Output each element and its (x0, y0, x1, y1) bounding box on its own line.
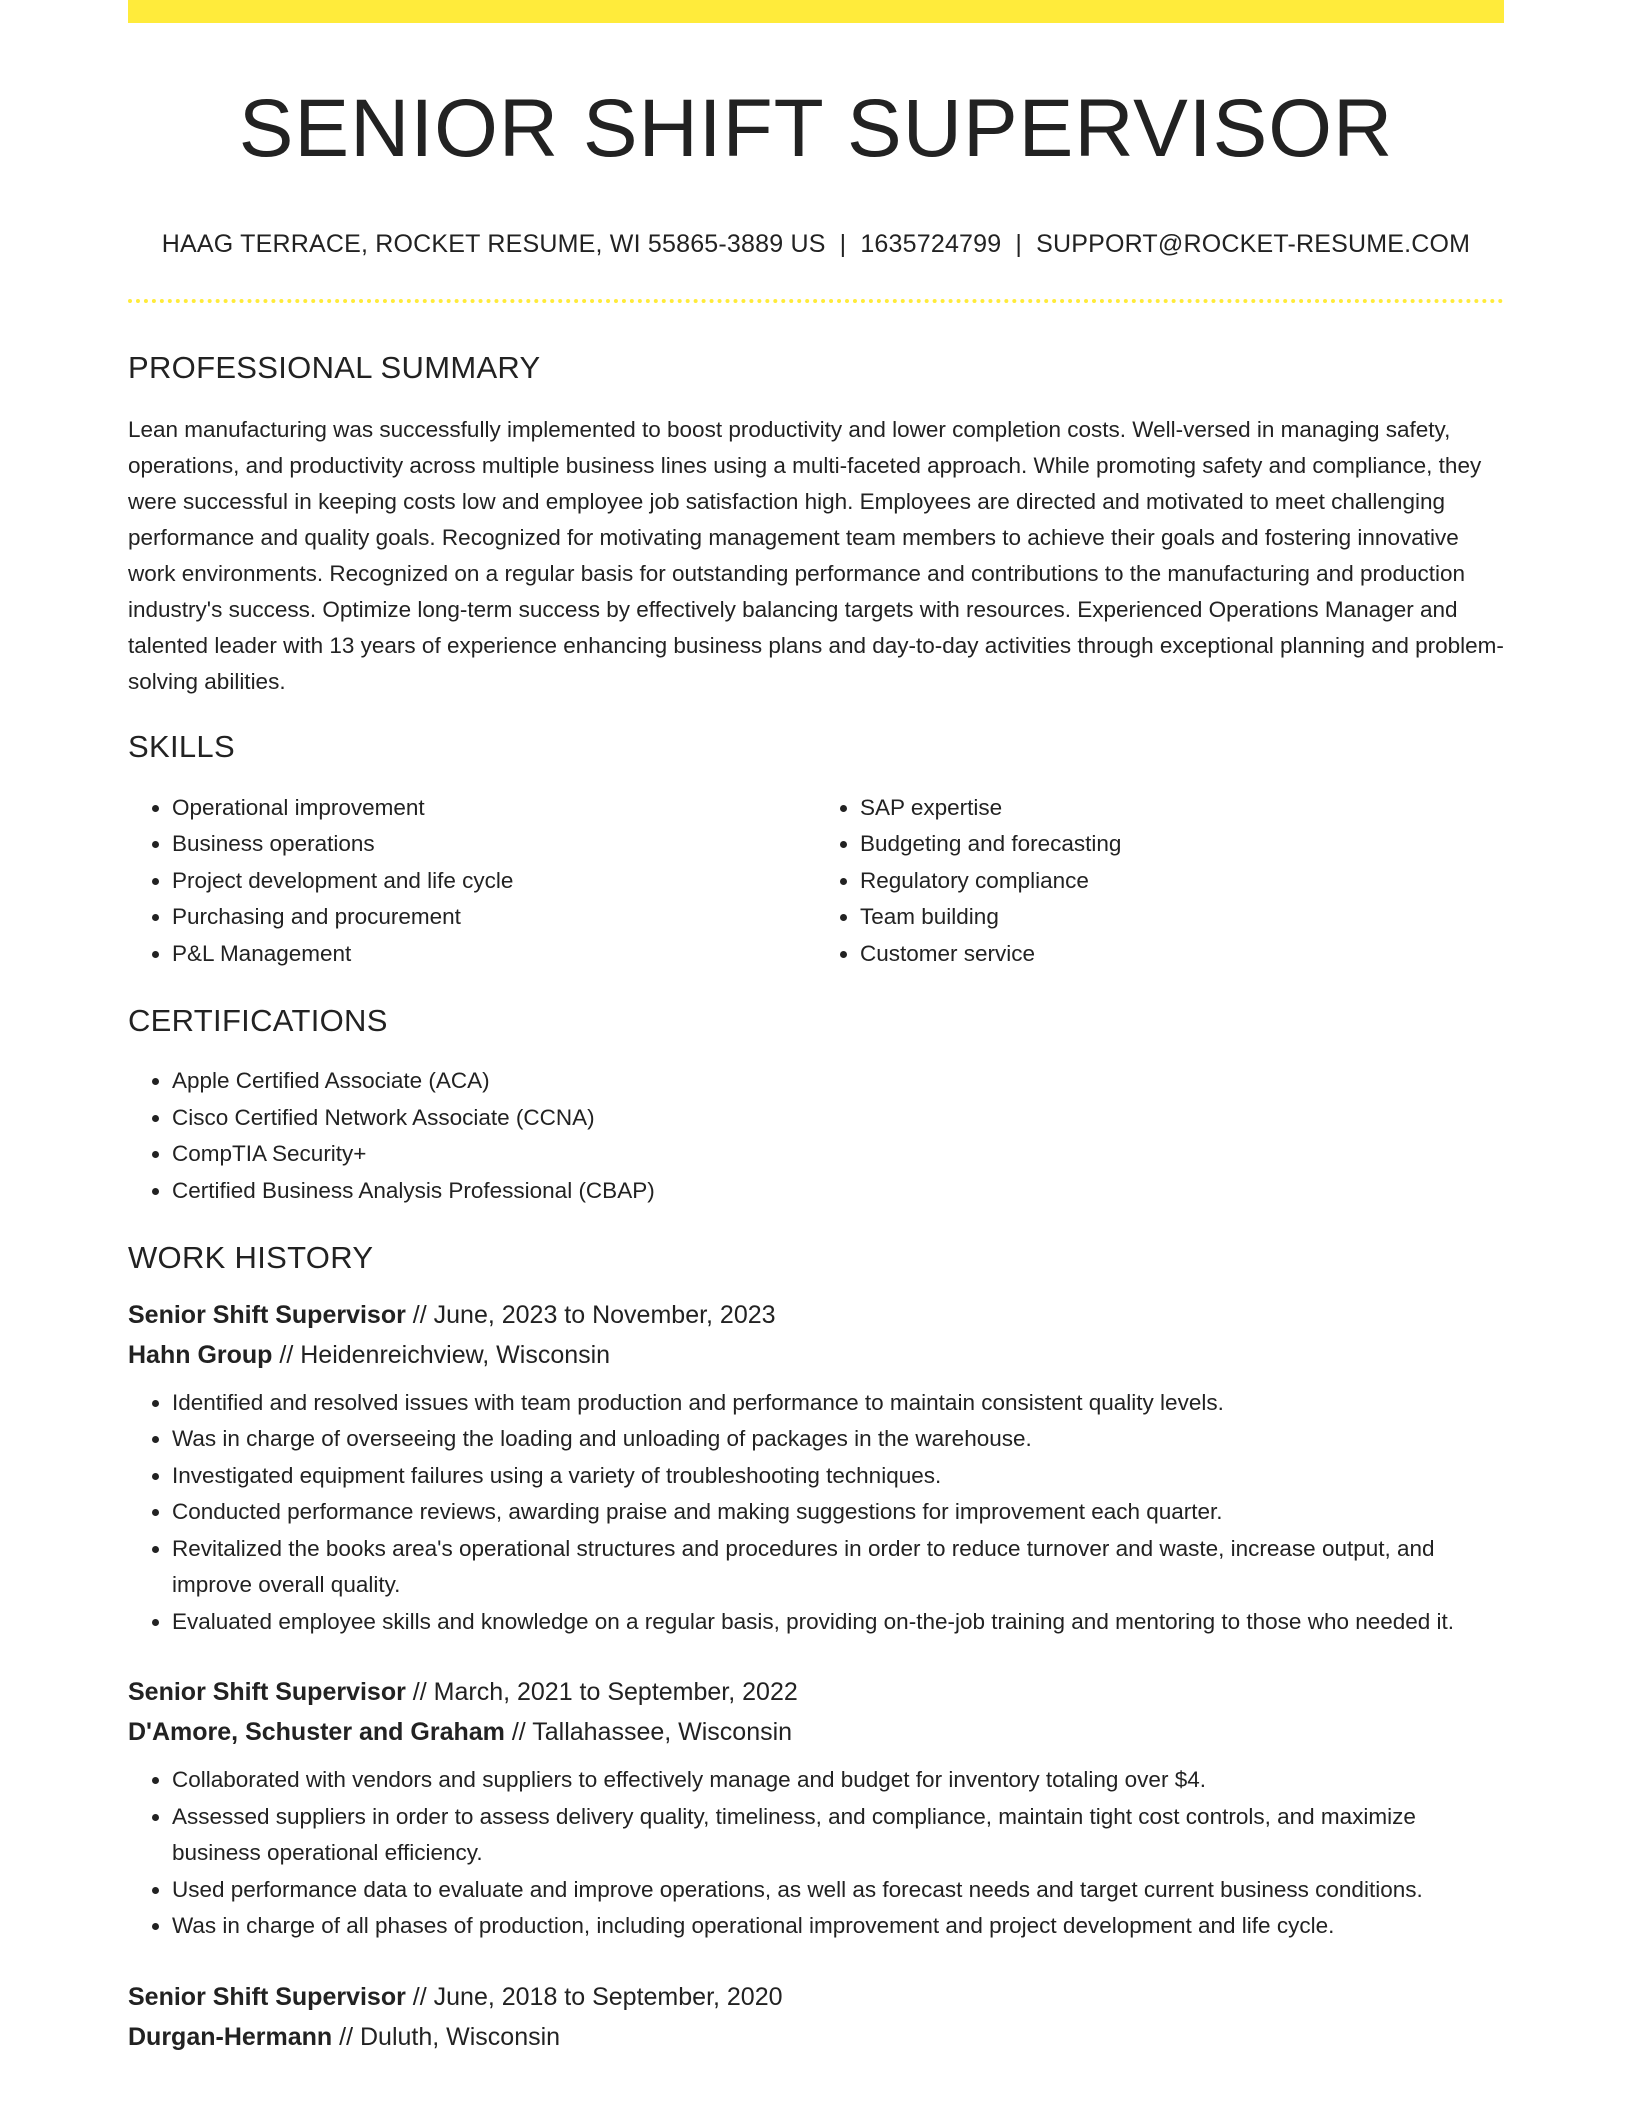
job-separator: // (504, 1718, 533, 1747)
job-company: D'Amore, Schuster and Graham (128, 1718, 505, 1747)
summary-text: Lean manufacturing was successfully implemented to boost productivity and lower completion costs. Well-versed in managing safety, operations, and productivity across multiple business lines using a multi-faceted approach. While promoting safety and compliance, they were successful in keeping costs low and employee job satisfaction high. Employees are directed and motivated to meet challenging performance and quality goals. Recognized for motivating management team members to achieve their goals and fostering innovative work environments. Recognized on a regular basis for outstanding performance and contributions to the manufacturing and production industry's success. Optimize long-term success by effectively balancing targets with resources. Experienced Operations Manager and talented leader with 13 years of experience enhancing business plans and day-to-day activities through exceptional planning and problem-solving abilities. (128, 417, 1504, 695)
job-company: Durgan-Hermann (128, 2022, 333, 2051)
certifications-heading: CERTIFICATIONS (128, 1003, 388, 1039)
job-company-line (128, 1712, 1504, 1752)
job-role: Senior Shift Supervisor (128, 1982, 406, 2011)
resume-page (128, 0, 1504, 2057)
skill-item: • Team building (860, 899, 1504, 936)
job-company: Hahn Group (128, 1340, 273, 1369)
skill-item: • Purchasing and procurement (172, 899, 816, 936)
skill-item: • Business operations (172, 826, 816, 863)
contact-email: SUPPORT@ROCKET-RESUME.COM (1036, 230, 1471, 259)
skill-item: • Project development and life cycle (172, 863, 816, 900)
contact-line (128, 230, 1504, 259)
duty-item: • Identified and resolved issues with team production and performance to maintain consistent quality levels. (172, 1385, 1504, 1422)
job-separator: // (405, 1678, 434, 1707)
resume-name: SENIOR SHIFT SUPERVISOR (238, 83, 1394, 174)
job-company-line (128, 1335, 1504, 1375)
job-company-line (128, 2017, 1504, 2057)
job-title-line (128, 1977, 1504, 2017)
skills-list-right (816, 790, 1504, 973)
duty-item: • Conducted performance reviews, awarding praise and making suggestions for improvement each quarter. (172, 1494, 1504, 1531)
job-location: Heidenreichview, Wisconsin (300, 1340, 611, 1369)
job-duties-list (128, 1385, 1504, 1641)
skills-columns (128, 790, 1504, 973)
contact-phone: 1635724799 (860, 230, 1002, 259)
contact-separator: | (839, 230, 847, 259)
accent-bar (128, 0, 1504, 23)
job-dates: June, 2018 to September, 2020 (433, 1982, 783, 2011)
job-separator: // (272, 1340, 301, 1369)
duty-item: • Assessed suppliers in order to assess delivery quality, timeliness, and compliance, maintain tight cost controls, and maximize business operational efficiency. (172, 1799, 1504, 1872)
duty-item: • Evaluated employee skills and knowledge on a regular basis, providing on-the-job training and mentoring to those who needed it. (172, 1604, 1504, 1641)
summary-heading: PROFESSIONAL SUMMARY (128, 350, 541, 386)
job-separator: // (405, 1300, 434, 1329)
skill-item: • P&L Management (172, 936, 816, 973)
job-dates: June, 2023 to November, 2023 (433, 1300, 776, 1329)
contact-separator: | (1015, 230, 1023, 259)
duty-item: • Collaborated with vendors and suppliers to effectively manage and budget for inventory totaling over $4. (172, 1762, 1504, 1799)
job-separator: // (332, 2022, 360, 2051)
job-location: Duluth, Wisconsin (359, 2022, 561, 2051)
duty-item: • Was in charge of all phases of production, including operational improvement and project development and life cycle. (172, 1908, 1504, 1945)
duty-item: • Was in charge of overseeing the loading and unloading of packages in the warehouse. (172, 1421, 1504, 1458)
job-separator: // (405, 1982, 434, 2011)
skills-list-left (128, 790, 816, 973)
certification-item: • Apple Certified Associate (ACA) (172, 1063, 1504, 1100)
certification-item: • CompTIA Security+ (172, 1136, 1504, 1173)
duty-item: • Used performance data to evaluate and improve operations, as well as forecast needs and target current business conditions. (172, 1872, 1504, 1909)
job-role: Senior Shift Supervisor (128, 1300, 406, 1329)
job-location: Tallahassee, Wisconsin (532, 1718, 793, 1747)
job-title-line (128, 1295, 1504, 1335)
dotted-divider (128, 299, 1504, 303)
skills-heading: SKILLS (128, 729, 235, 765)
work-history-heading: WORK HISTORY (128, 1240, 374, 1276)
certification-item: • Cisco Certified Network Associate (CCNA) (172, 1100, 1504, 1137)
certifications-list (128, 1063, 1504, 1209)
duty-item: • Investigated equipment failures using a variety of troubleshooting techniques. (172, 1458, 1504, 1495)
skill-item: • Regulatory compliance (860, 863, 1504, 900)
certification-item: • Certified Business Analysis Professional (CBAP) (172, 1173, 1504, 1210)
skill-item: • SAP expertise (860, 790, 1504, 827)
job-duties-list (128, 1762, 1504, 1945)
skill-item: • Operational improvement (172, 790, 816, 827)
job-title-line (128, 1672, 1504, 1712)
skill-item: • Budgeting and forecasting (860, 826, 1504, 863)
job-dates: March, 2021 to September, 2022 (433, 1678, 798, 1707)
skill-item: • Customer service (860, 936, 1504, 973)
job-role: Senior Shift Supervisor (128, 1678, 406, 1707)
contact-address: HAAG TERRACE, ROCKET RESUME, WI 55865-3889 US (161, 230, 826, 259)
duty-item: • Revitalized the books area's operational structures and procedures in order to reduce turnover and waste, increase output, and improve overall quality. (172, 1531, 1504, 1604)
